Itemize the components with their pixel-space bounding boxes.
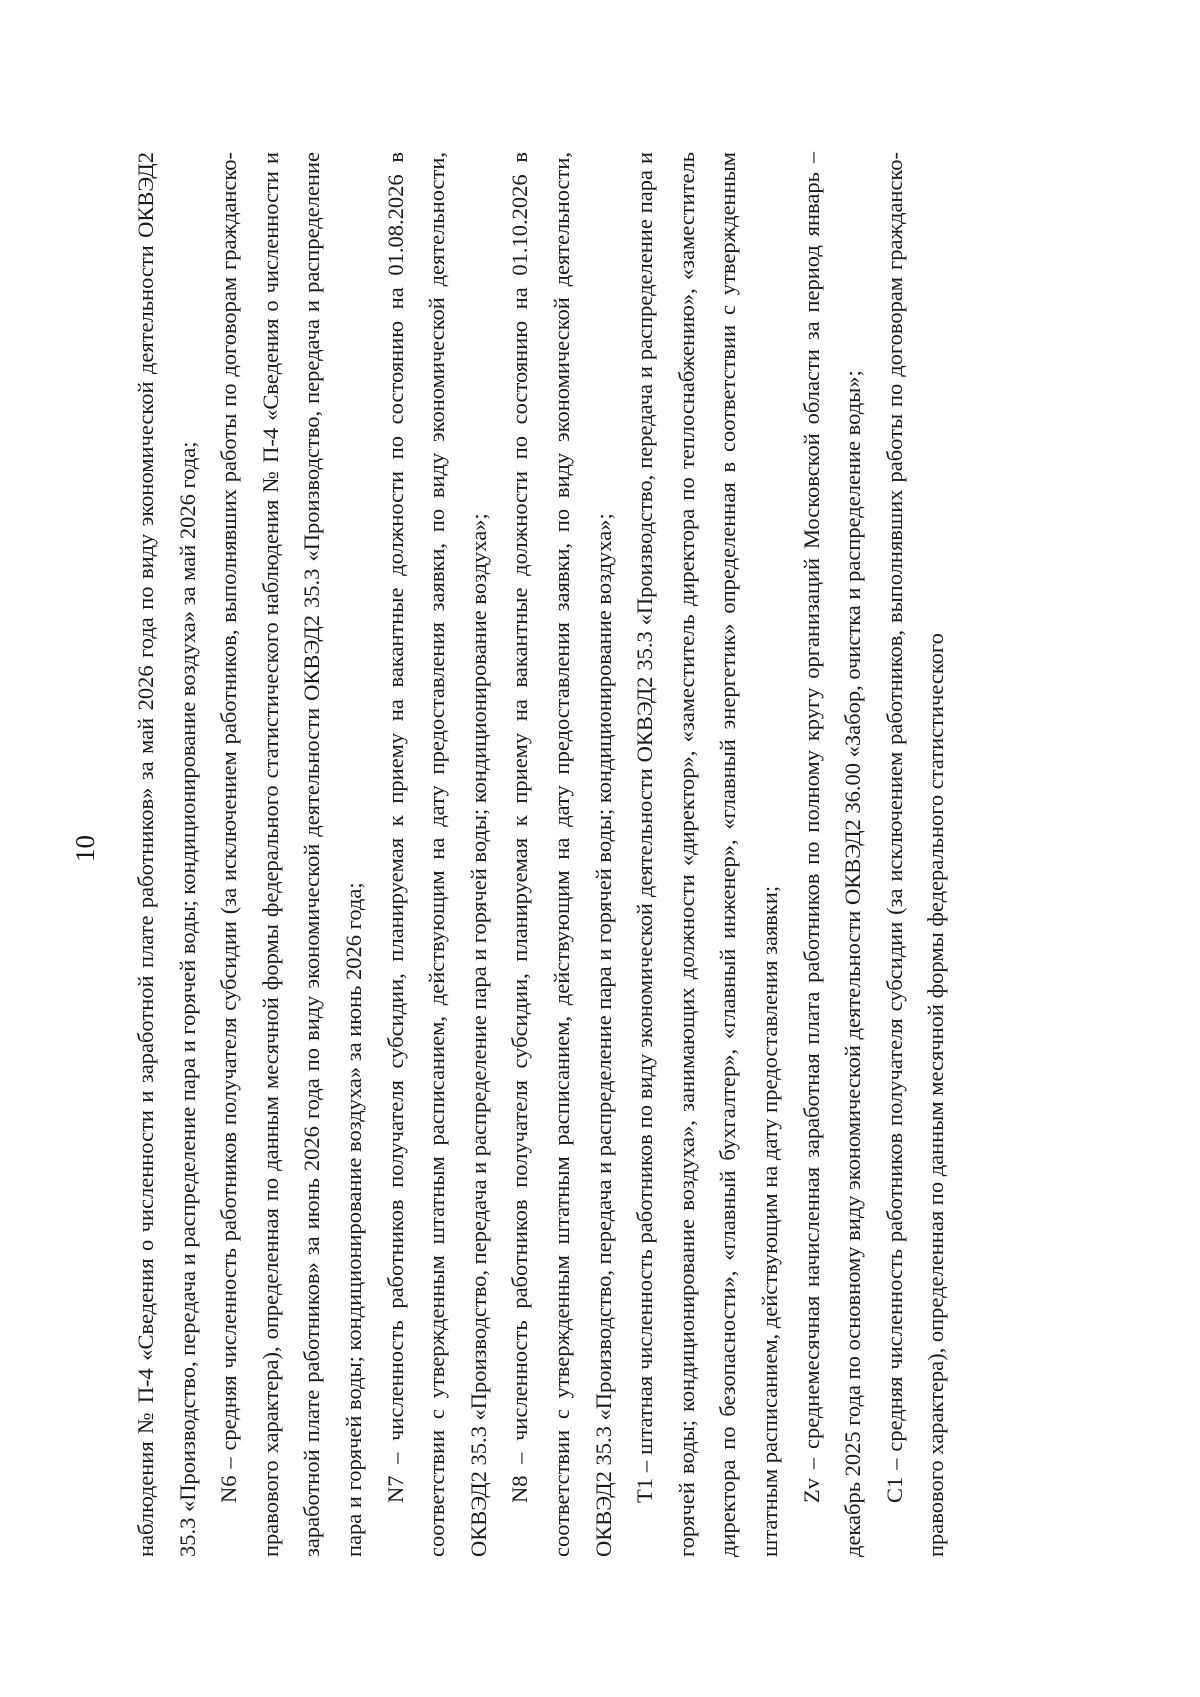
paragraph-n8: N8 – численность работников получателя субсидии, планируемая к приему на вакантные должности по состоянию на 01.10.2026 в соответствии с утвержденным штатным расписанием, действующим на дату предоставления заявки, по виду экономической деятельности, ОКВЭД2 35.3 «Производство, передача и распределение пара и горячей воды; кондиционирование воздуха»; bbox=[507, 152, 616, 1557]
page-number: 10 bbox=[70, 835, 100, 862]
paragraph-n7: N7 – численность работников получателя субсидии, планируемая к приему на вакантные должности по состоянию на 01.08.2026 в соответствии с утвержденным штатным расписанием, действующим на дату предоставления заявки, по виду экономической деятельности, ОКВЭД2 35.3 «Производство, передача и распределение пара и горячей воды; кондиционирование воздуха»; bbox=[382, 152, 491, 1557]
document-body bbox=[125, 152, 957, 1557]
paragraph-zv: Zv – среднемесячная начисленная заработная плата работников по полному кругу организаций Московской области за период январь – декабрь 2025 года по основному виду экономической деятельности ОКВЭД2 36.00 «Забор, очистка и распределение воды»; bbox=[798, 152, 866, 1557]
paragraph-n6: N6 – средняя численность работников получателя субсидии (за исключением работников, выполнявших работы по договорам гражданско-правового характера), определенная по данным месячной формы федерального статистического наблюдения № П-4 «Сведения о численности и заработной плате работников» за июнь 2026 года по виду экономической деятельности ОКВЭД2 35.3 «Производство, передача и распределение пара и горячей воды; кондиционирование воздуха» за июнь 2026 года; bbox=[216, 152, 366, 1557]
paragraph-t1: T1 – штатная численность работников по виду экономической деятельности ОКВЭД2 35.3 «Производство, передача и распределение пара и горячей воды; кондиционирование воздуха», занимающих должности «директор», «заместитель директора по теплоснабжению», «заместитель директора по безопасности», «главный бухгалтер», «главный инженер», «главный энергетик» определенная в соответствии с утвержденным штатным расписанием, действующим на дату предоставления заявки; bbox=[632, 152, 782, 1557]
paragraph-continuation: наблюдения № П-4 «Сведения о численности и заработной плате работников» за май 2026 года по виду экономической деятельности ОКВЭД2 35.3 «Производство, передача и распределение пара и горячей воды; кондиционирование воздуха» за май 2026 года; bbox=[133, 152, 200, 1557]
paragraph-c1: C1 – средняя численность работников получателя субсидии (за исключением работников, выполнявших работы по договорам гражданско-правового характера), определенная по данным месячной формы федерального статистического bbox=[881, 152, 949, 1557]
